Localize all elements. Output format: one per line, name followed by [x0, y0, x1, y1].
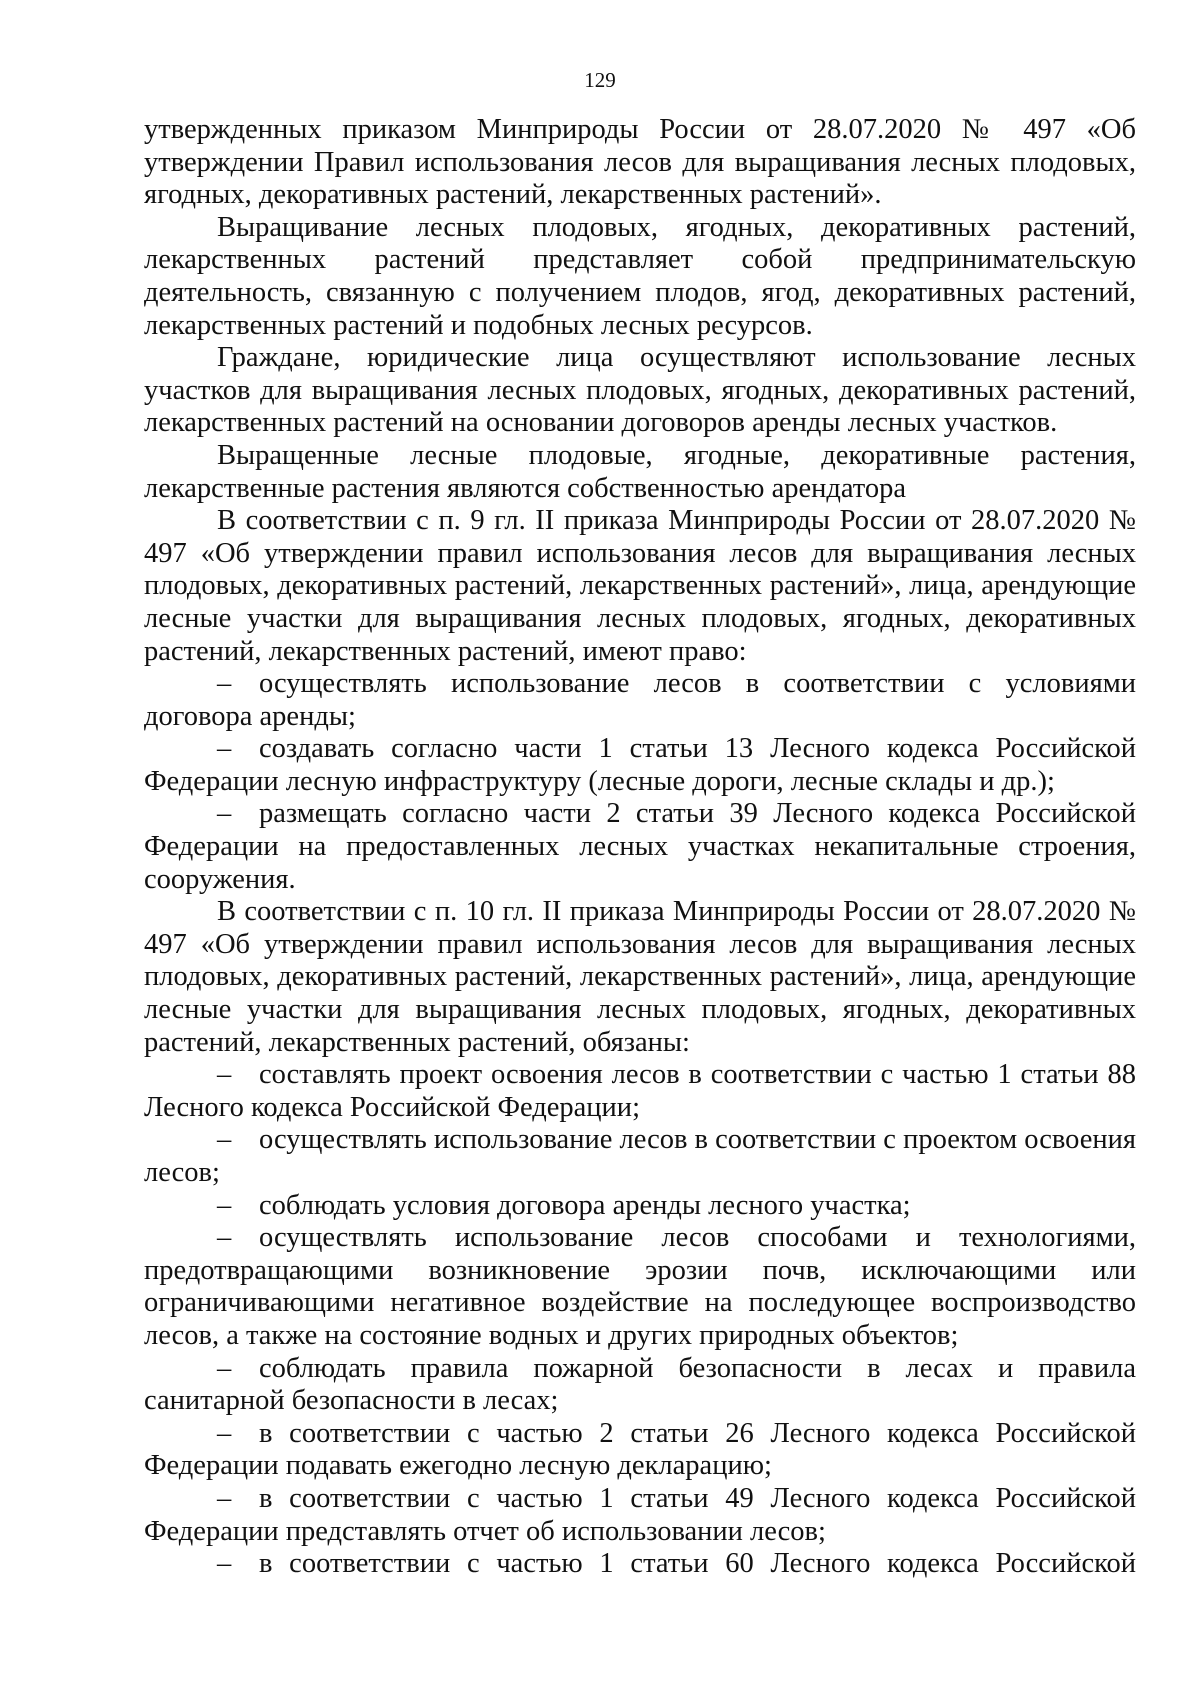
list-item-text: создавать согласно части 1 статьи 13 Лесного кодекса Российской Федерации лесную инфраструктуру (лесные дороги, лесные склады и др.);	[144, 733, 1136, 797]
list-item-obligation	[144, 1124, 1136, 1189]
list-item-obligation	[144, 1222, 1136, 1352]
list-item-text: соблюдать условия договора аренды лесного участка;	[259, 1189, 911, 1221]
list-item-obligation	[144, 1418, 1136, 1483]
paragraph-text: Выращивание лесных плодовых, ягодных, декоративных растений, лекарственных растений представляет собой предпринимательскую деятельность, связанную с получением плодов, ягод, декоративных растений, лекарственных растений и подобных лесных ресурсов.	[144, 211, 1136, 341]
dash-marker: –	[217, 668, 232, 700]
paragraph-cultivation-definition	[144, 212, 1136, 342]
dash-marker: –	[217, 1222, 232, 1254]
paragraph-text: В соответствии с п. 10 гл. II приказа Минприроды России от 28.07.2020 № 497 «Об утверждении правил использования лесов для выращивания лесных плодовых, декоративных растений, лекарственных растений», лица, арендующие лесные участки для выращивания лесных плодовых, ягодных, декоративных растений, лекарственных растений, обязаны:	[144, 896, 1136, 1058]
dash-marker: –	[217, 1417, 232, 1449]
page-number: 129	[584, 68, 616, 92]
list-item-right	[144, 798, 1136, 896]
list-item-right	[144, 733, 1136, 798]
paragraph-lease-basis	[144, 342, 1136, 440]
list-item-obligation	[144, 1190, 1136, 1223]
list-item-obligation-continued	[144, 1548, 1136, 1581]
paragraph-ownership	[144, 440, 1136, 505]
paragraph-text: В соответствии с п. 9 гл. II приказа Минприроды России от 28.07.2020 № 497 «Об утверждении правил использования лесов для выращивания лесных плодовых, декоративных растений, лекарственных растений», лица, арендующие лесные участки для выращивания лесных плодовых, ягодных, декоративных растений, лекарственных растений, имеют право:	[144, 505, 1136, 667]
paragraph-obligations-intro	[144, 896, 1136, 1059]
list-item-obligation	[144, 1059, 1136, 1124]
list-item-text: осуществлять использование лесов в соответствии с условиями договора аренды;	[144, 668, 1136, 732]
list-item-obligation	[144, 1483, 1136, 1548]
paragraph-text: Выращенные лесные плодовые, ягодные, декоративные растения, лекарственные растения являются собственностью арендатора	[144, 439, 1136, 504]
list-item-text: соблюдать правила пожарной безопасности в лесах и правила санитарной безопасности в лесах;	[144, 1352, 1136, 1417]
document-body	[144, 114, 1136, 1581]
list-item-right	[144, 668, 1136, 733]
dash-marker: –	[217, 1352, 232, 1384]
dash-marker: –	[217, 1189, 232, 1221]
list-item-text: осуществлять использование лесов способами и технологиями, предотвращающими возникновение эрозии почв, исключающими или ограничивающими негативное воздействие на последующее воспроизводство лесов, а также на состояние водных и других природных объектов;	[144, 1222, 1136, 1351]
paragraph-continuation	[144, 114, 1136, 212]
paragraph-text: Граждане, юридические лица осуществляют использование лесных участков для выращивания лесных плодовых, ягодных, декоративных растений, лекарственных растений на основании договоров аренды лесных участков.	[144, 342, 1136, 439]
list-item-text: в соответствии с частью 1 статьи 49 Лесного кодекса Российской Федерации представлять отчет об использовании лесов;	[144, 1482, 1136, 1547]
list-item-text: в соответствии с частью 1 статьи 60 Лесного кодекса Российской	[259, 1548, 1136, 1580]
list-item-obligation	[144, 1353, 1136, 1418]
dash-marker: –	[217, 733, 232, 765]
dash-marker: –	[217, 1059, 232, 1091]
paragraph-text: утвержденных приказом Минприроды России от 28.07.2020 № 497 «Об утверждении Правил использования лесов для выращивания лесных плодовых, ягодных, декоративных растений, лекарственных растений».	[144, 114, 1136, 211]
dash-marker: –	[217, 1124, 232, 1156]
list-item-text: размещать согласно части 2 статьи 39 Лесного кодекса Российской Федерации на предоставленных лесных участках некапитальные строения, сооружения.	[144, 798, 1136, 895]
dash-marker: –	[217, 1482, 232, 1514]
paragraph-rights-intro	[144, 505, 1136, 668]
list-item-text: составлять проект освоения лесов в соответствии с частью 1 статьи 88 Лесного кодекса Российской Федерации;	[144, 1059, 1136, 1123]
list-item-text: осуществлять использование лесов в соответствии с проектом освоения лесов;	[144, 1124, 1136, 1188]
dash-marker: –	[217, 798, 232, 830]
list-item-text: в соответствии с частью 2 статьи 26 Лесного кодекса Российской Федерации подавать ежегодно лесную декларацию;	[144, 1417, 1136, 1482]
dash-marker: –	[217, 1548, 232, 1580]
